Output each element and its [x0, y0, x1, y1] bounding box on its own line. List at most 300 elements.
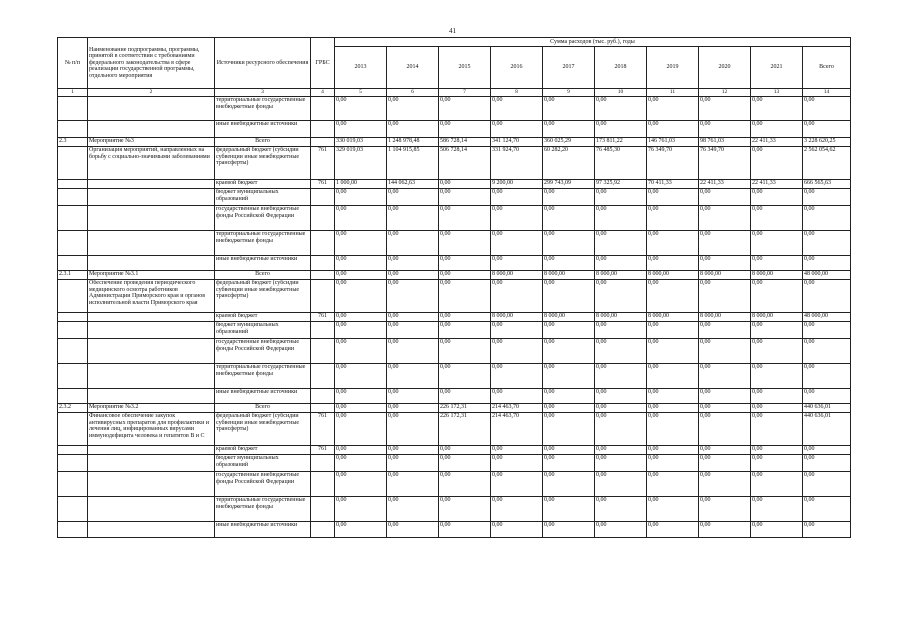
row-name — [88, 339, 215, 364]
row-value: 0,00 — [439, 271, 491, 280]
row-name — [88, 522, 215, 538]
row-value: 0,00 — [439, 339, 491, 364]
row-value: 0,00 — [543, 280, 595, 313]
row-value: 0,00 — [387, 97, 439, 121]
row-value: 2 562 054,62 — [803, 147, 851, 180]
row-value: 0,00 — [439, 180, 491, 189]
row-value: 8 000,00 — [647, 313, 699, 322]
row-value: 0,00 — [335, 413, 387, 446]
row-source: бюджет муниципальных образований — [215, 455, 311, 472]
row-value: 0,00 — [699, 497, 751, 522]
header-year: 2013 — [335, 47, 387, 89]
row-value: 0,00 — [491, 206, 543, 231]
row-source: бюджет муниципальных образований — [215, 322, 311, 339]
table-row — [58, 280, 851, 313]
row-number: 2.3 — [58, 138, 88, 147]
row-name — [88, 472, 215, 497]
header-num: № п/п — [58, 38, 88, 89]
row-name: Обеспечение проведения периодического медицинского осмотра работников Администрации Приморского края и органов исполнительной власти Приморского края — [88, 280, 215, 313]
row-value: 0,00 — [335, 256, 387, 271]
row-value: 0,00 — [751, 455, 803, 472]
row-value: 0,00 — [595, 322, 647, 339]
row-value: 0,00 — [595, 413, 647, 446]
row-grbs — [311, 271, 335, 280]
row-value: 0,00 — [647, 121, 699, 138]
row-value: 0,00 — [491, 522, 543, 538]
table-row — [58, 256, 851, 271]
column-number: 6 — [387, 89, 439, 97]
row-value: 0,00 — [491, 497, 543, 522]
table-row — [58, 472, 851, 497]
row-value: 3 228 620,25 — [803, 138, 851, 147]
row-value: 0,00 — [491, 446, 543, 455]
row-value: 0,00 — [335, 322, 387, 339]
budget-table — [57, 37, 851, 538]
row-value: 0,00 — [595, 455, 647, 472]
row-value: 0,00 — [439, 121, 491, 138]
row-value: 0,00 — [439, 455, 491, 472]
row-value: 0,00 — [699, 231, 751, 256]
row-value: 0,00 — [751, 189, 803, 206]
row-value: 0,00 — [595, 497, 647, 522]
row-value: 0,00 — [387, 313, 439, 322]
row-value: 0,00 — [387, 413, 439, 446]
table-row — [58, 231, 851, 256]
row-value: 0,00 — [335, 522, 387, 538]
row-value: 0,00 — [751, 147, 803, 180]
column-number: 3 — [215, 89, 311, 97]
row-source: иные внебюджетные источники — [215, 121, 311, 138]
row-value: 0,00 — [439, 97, 491, 121]
row-value: 0,00 — [699, 446, 751, 455]
row-value: 0,00 — [387, 364, 439, 389]
row-value: 0,00 — [439, 364, 491, 389]
row-value: 0,00 — [803, 97, 851, 121]
row-source: государственные внебюджетные фонды Российской Федерации — [215, 472, 311, 497]
row-value: 0,00 — [751, 413, 803, 446]
column-number: 10 — [595, 89, 647, 97]
row-value: 0,00 — [439, 189, 491, 206]
row-value: 8 000,00 — [751, 313, 803, 322]
row-number — [58, 364, 88, 389]
row-grbs — [311, 364, 335, 389]
row-value: 8 000,00 — [543, 313, 595, 322]
table-row — [58, 97, 851, 121]
row-value: 0,00 — [387, 271, 439, 280]
row-value: 0,00 — [335, 280, 387, 313]
row-value: 0,00 — [543, 339, 595, 364]
table-row — [58, 313, 851, 322]
row-value: 0,00 — [751, 231, 803, 256]
row-value: 0,00 — [335, 472, 387, 497]
row-value: 0,00 — [491, 280, 543, 313]
row-value: 0,00 — [439, 280, 491, 313]
row-value: 0,00 — [543, 389, 595, 404]
row-source: Всего — [215, 271, 311, 280]
row-value: 0,00 — [699, 472, 751, 497]
row-value: 0,00 — [543, 404, 595, 413]
row-value: 506 728,14 — [439, 147, 491, 180]
row-value: 0,00 — [387, 446, 439, 455]
row-number — [58, 413, 88, 446]
row-value: 0,00 — [699, 121, 751, 138]
row-value: 0,00 — [543, 364, 595, 389]
row-value: 0,00 — [751, 206, 803, 231]
row-value: 0,00 — [699, 97, 751, 121]
row-number — [58, 121, 88, 138]
row-value: 0,00 — [803, 231, 851, 256]
header-year: 2018 — [595, 47, 647, 89]
row-value: 0,00 — [335, 189, 387, 206]
row-value: 0,00 — [543, 206, 595, 231]
row-value: 0,00 — [803, 497, 851, 522]
row-value: 8 000,00 — [647, 271, 699, 280]
page-number: 41 — [449, 27, 456, 35]
row-source: бюджет муниципальных образований — [215, 189, 311, 206]
row-value: 0,00 — [647, 339, 699, 364]
row-value: 0,00 — [647, 322, 699, 339]
row-grbs: 761 — [311, 313, 335, 322]
row-value: 0,00 — [803, 256, 851, 271]
row-name: Мероприятие №3.2 — [88, 404, 215, 413]
table-row — [58, 121, 851, 138]
row-grbs: 761 — [311, 446, 335, 455]
row-value: 0,00 — [491, 455, 543, 472]
row-value: 0,00 — [699, 256, 751, 271]
row-value: 0,00 — [803, 455, 851, 472]
header-year: 2021 — [751, 47, 803, 89]
row-value: 0,00 — [543, 256, 595, 271]
row-value: 0,00 — [543, 189, 595, 206]
row-value: 360 025,29 — [543, 138, 595, 147]
table-row — [58, 446, 851, 455]
row-name — [88, 313, 215, 322]
column-number: 7 — [439, 89, 491, 97]
row-value: 0,00 — [491, 322, 543, 339]
row-value: 226 172,31 — [439, 404, 491, 413]
row-value: 0,00 — [751, 446, 803, 455]
row-value: 0,00 — [543, 455, 595, 472]
row-grbs — [311, 256, 335, 271]
row-number — [58, 147, 88, 180]
row-value: 0,00 — [491, 189, 543, 206]
row-value: 0,00 — [387, 206, 439, 231]
row-value: 0,00 — [387, 389, 439, 404]
row-number — [58, 97, 88, 121]
row-number — [58, 280, 88, 313]
header-year: 2020 — [699, 47, 751, 89]
row-value: 0,00 — [543, 231, 595, 256]
row-value: 299 743,09 — [543, 180, 595, 189]
row-grbs: 761 — [311, 180, 335, 189]
row-value: 0,00 — [491, 364, 543, 389]
row-grbs — [311, 97, 335, 121]
row-number — [58, 313, 88, 322]
row-name — [88, 256, 215, 271]
row-value: 0,00 — [803, 522, 851, 538]
row-grbs — [311, 404, 335, 413]
row-number — [58, 256, 88, 271]
row-value: 1 104 915,85 — [387, 147, 439, 180]
row-value: 0,00 — [647, 446, 699, 455]
row-source: территориальные государственные внебюджетные фонды — [215, 364, 311, 389]
column-number: 11 — [647, 89, 699, 97]
row-source: федеральный бюджет (субсидии субвенции иные межбюджетные трансферты) — [215, 413, 311, 446]
header-year: 2015 — [439, 47, 491, 89]
row-value: 0,00 — [439, 322, 491, 339]
row-name — [88, 231, 215, 256]
row-source: федеральный бюджет (субсидии субвенции иные межбюджетные трансферты) — [215, 147, 311, 180]
header-year: Всего — [803, 47, 851, 89]
row-value: 0,00 — [647, 497, 699, 522]
row-value: 0,00 — [751, 256, 803, 271]
row-source: государственные внебюджетные фонды Российской Федерации — [215, 206, 311, 231]
row-value: 0,00 — [595, 97, 647, 121]
row-value: 0,00 — [491, 121, 543, 138]
row-value: 0,00 — [647, 472, 699, 497]
row-name — [88, 446, 215, 455]
row-value: 8 000,00 — [699, 271, 751, 280]
header-grbs: ГРБС — [311, 38, 335, 89]
row-value: 0,00 — [595, 339, 647, 364]
header-year: 2017 — [543, 47, 595, 89]
row-value: 0,00 — [803, 389, 851, 404]
row-value: 0,00 — [387, 522, 439, 538]
row-value: 0,00 — [803, 339, 851, 364]
row-value: 0,00 — [647, 206, 699, 231]
row-value: 1 000,00 — [335, 180, 387, 189]
row-source: краевой бюджет — [215, 180, 311, 189]
row-number — [58, 322, 88, 339]
row-grbs — [311, 322, 335, 339]
row-value: 97 325,92 — [595, 180, 647, 189]
table-row — [58, 389, 851, 404]
table-row — [58, 364, 851, 389]
column-number: 8 — [491, 89, 543, 97]
row-value: 0,00 — [751, 121, 803, 138]
column-numbers-row — [58, 89, 851, 97]
row-value: 0,00 — [439, 256, 491, 271]
row-source: Всего — [215, 404, 311, 413]
row-source: иные внебюджетные источники — [215, 256, 311, 271]
row-grbs — [311, 522, 335, 538]
row-value: 0,00 — [699, 189, 751, 206]
row-value: 0,00 — [803, 206, 851, 231]
row-value: 0,00 — [543, 446, 595, 455]
row-name — [88, 206, 215, 231]
row-source: иные внебюджетные источники — [215, 522, 311, 538]
row-value: 0,00 — [751, 404, 803, 413]
header-year: 2016 — [491, 47, 543, 89]
row-grbs — [311, 121, 335, 138]
row-value: 0,00 — [491, 256, 543, 271]
row-value: 0,00 — [335, 404, 387, 413]
row-source: территориальные государственные внебюджетные фонды — [215, 231, 311, 256]
row-value: 0,00 — [803, 121, 851, 138]
row-name: Мероприятие №3.1 — [88, 271, 215, 280]
row-value: 0,00 — [699, 413, 751, 446]
row-value: 329 019,03 — [335, 147, 387, 180]
column-number: 5 — [335, 89, 387, 97]
row-value: 0,00 — [751, 339, 803, 364]
row-value: 0,00 — [491, 472, 543, 497]
row-grbs: 761 — [311, 147, 335, 180]
row-value: 0,00 — [595, 256, 647, 271]
column-number: 12 — [699, 89, 751, 97]
row-value: 0,00 — [543, 121, 595, 138]
row-value: 0,00 — [335, 446, 387, 455]
row-value: 0,00 — [491, 97, 543, 121]
column-number: 1 — [58, 89, 88, 97]
row-value: 331 924,70 — [491, 147, 543, 180]
row-value: 8 000,00 — [491, 271, 543, 280]
row-value: 0,00 — [699, 322, 751, 339]
row-value: 0,00 — [647, 280, 699, 313]
row-value: 0,00 — [751, 389, 803, 404]
row-value: 0,00 — [647, 189, 699, 206]
row-grbs — [311, 138, 335, 147]
row-name — [88, 389, 215, 404]
row-value: 0,00 — [387, 497, 439, 522]
row-value: 76 485,30 — [595, 147, 647, 180]
row-number — [58, 189, 88, 206]
row-value: 0,00 — [699, 404, 751, 413]
row-value: 0,00 — [335, 231, 387, 256]
table-row — [58, 413, 851, 446]
row-value: 0,00 — [595, 231, 647, 256]
row-value: 0,00 — [751, 322, 803, 339]
row-number — [58, 472, 88, 497]
row-value: 0,00 — [335, 364, 387, 389]
row-value: 0,00 — [699, 522, 751, 538]
row-value: 0,00 — [335, 339, 387, 364]
row-value: 0,00 — [387, 280, 439, 313]
row-value: 48 000,00 — [803, 313, 851, 322]
row-value: 0,00 — [595, 522, 647, 538]
row-value: 330 019,03 — [335, 138, 387, 147]
table-row — [58, 189, 851, 206]
row-number — [58, 446, 88, 455]
row-value: 0,00 — [335, 455, 387, 472]
row-value: 70 411,33 — [647, 180, 699, 189]
row-value: 0,00 — [387, 472, 439, 497]
row-value: 8 000,00 — [699, 313, 751, 322]
row-value: 0,00 — [647, 455, 699, 472]
row-value: 98 761,03 — [699, 138, 751, 147]
column-number: 2 — [88, 89, 215, 97]
row-value: 0,00 — [439, 522, 491, 538]
row-source: Всего — [215, 138, 311, 147]
table-row — [58, 147, 851, 180]
row-value: 440 636,01 — [803, 413, 851, 446]
row-number — [58, 206, 88, 231]
row-name — [88, 322, 215, 339]
row-value: 0,00 — [439, 497, 491, 522]
header-sum: Сумма расходов (тыс. руб.), годы — [335, 38, 851, 47]
row-number — [58, 180, 88, 189]
row-name: Организация мероприятий, направленных на борьбу с социально-значимыми заболеваниями — [88, 147, 215, 180]
row-source: территориальные государственные внебюджетные фонды — [215, 497, 311, 522]
row-value: 0,00 — [699, 206, 751, 231]
row-name — [88, 121, 215, 138]
row-value: 0,00 — [647, 404, 699, 413]
row-value: 0,00 — [439, 206, 491, 231]
row-number — [58, 455, 88, 472]
row-number: 2.3.2 — [58, 404, 88, 413]
row-value: 0,00 — [751, 472, 803, 497]
row-value: 0,00 — [803, 280, 851, 313]
column-number: 4 — [311, 89, 335, 97]
table-row — [58, 271, 851, 280]
row-value: 0,00 — [751, 364, 803, 389]
row-value: 22 411,33 — [751, 180, 803, 189]
row-value: 0,00 — [595, 121, 647, 138]
row-value: 0,00 — [439, 472, 491, 497]
row-value: 0,00 — [387, 455, 439, 472]
row-value: 0,00 — [335, 389, 387, 404]
row-grbs — [311, 339, 335, 364]
row-name — [88, 97, 215, 121]
row-value: 0,00 — [595, 389, 647, 404]
row-value: 0,00 — [647, 413, 699, 446]
row-value: 0,00 — [335, 313, 387, 322]
row-value: 0,00 — [491, 389, 543, 404]
row-value: 0,00 — [595, 206, 647, 231]
row-value: 173 811,22 — [595, 138, 647, 147]
row-value: 22 411,33 — [699, 180, 751, 189]
row-value: 8 000,00 — [543, 271, 595, 280]
row-value: 0,00 — [595, 404, 647, 413]
row-value: 0,00 — [751, 280, 803, 313]
row-value: 0,00 — [595, 280, 647, 313]
row-value: 0,00 — [543, 497, 595, 522]
row-value: 0,00 — [803, 322, 851, 339]
row-value: 0,00 — [335, 206, 387, 231]
row-value: 0,00 — [335, 97, 387, 121]
row-value: 0,00 — [647, 97, 699, 121]
table-row — [58, 497, 851, 522]
row-number — [58, 339, 88, 364]
table-row — [58, 522, 851, 538]
header-name: Наименование подпрограммы, программы, принятой в соответствии с требованиями федерального законодательства в сфере реализации государственной программы, отдельного мероприятия — [88, 38, 215, 89]
row-value: 76 349,70 — [647, 147, 699, 180]
row-value: 0,00 — [439, 389, 491, 404]
row-value: 440 636,01 — [803, 404, 851, 413]
row-value: 0,00 — [595, 189, 647, 206]
header-year: 2014 — [387, 47, 439, 89]
row-value: 8 000,00 — [595, 271, 647, 280]
row-value: 0,00 — [335, 121, 387, 138]
row-value: 0,00 — [387, 339, 439, 364]
table-body — [58, 97, 851, 538]
row-name — [88, 497, 215, 522]
row-value: 0,00 — [543, 472, 595, 497]
row-value: 0,00 — [647, 256, 699, 271]
row-value: 586 728,14 — [439, 138, 491, 147]
row-value: 76 349,70 — [699, 147, 751, 180]
row-value: 214 463,70 — [491, 404, 543, 413]
row-value: 0,00 — [803, 446, 851, 455]
table-row — [58, 138, 851, 147]
row-value: 0,00 — [699, 339, 751, 364]
row-value: 214 463,70 — [491, 413, 543, 446]
row-grbs: 761 — [311, 413, 335, 446]
row-value: 0,00 — [491, 339, 543, 364]
row-number — [58, 497, 88, 522]
row-value: 0,00 — [335, 497, 387, 522]
row-value: 0,00 — [387, 189, 439, 206]
row-value: 146 761,03 — [647, 138, 699, 147]
